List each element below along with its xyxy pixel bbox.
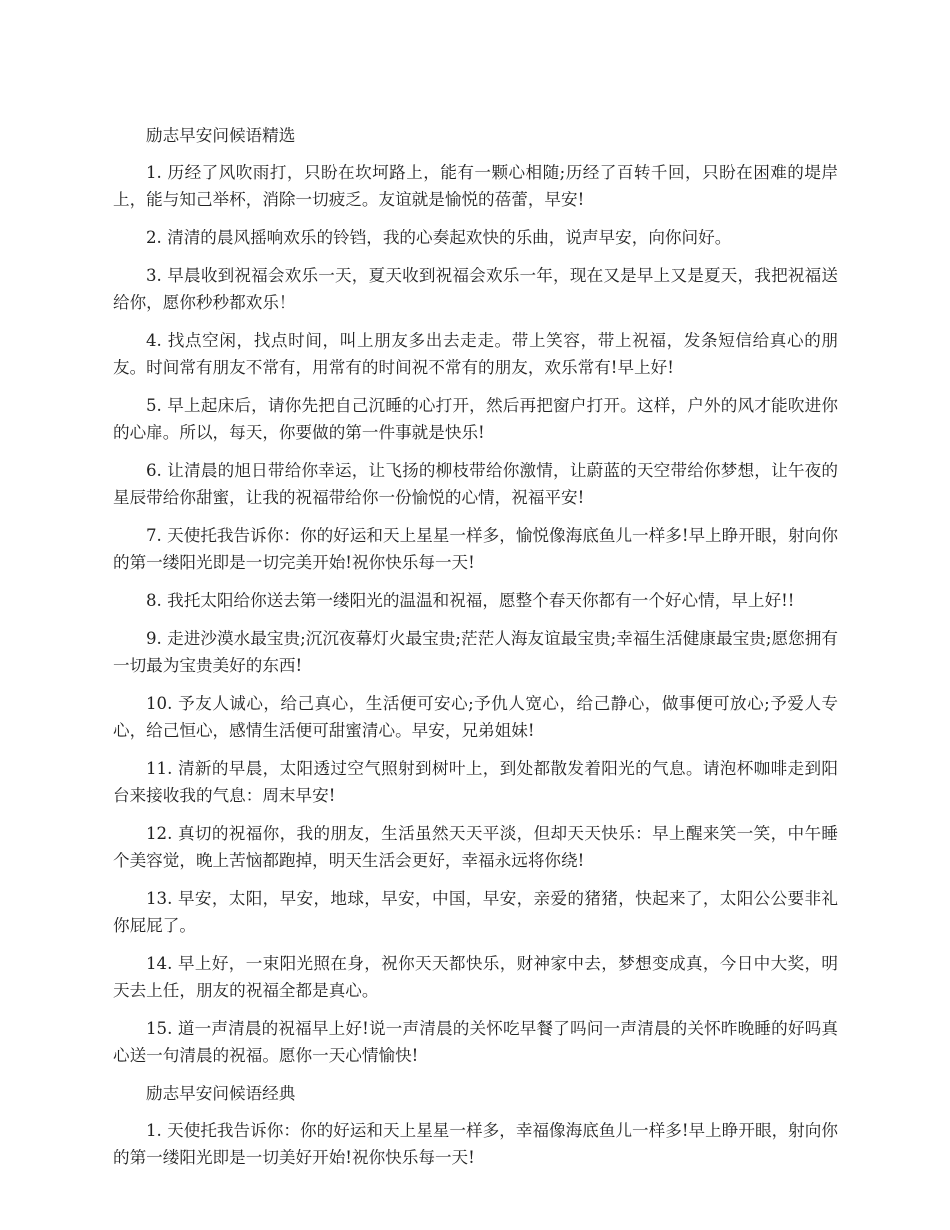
document-page — [113, 122, 838, 1182]
section-title-classic: 励志早安问候语经典 — [146, 1084, 296, 1103]
greeting-item: 4. 找点空闲，找点时间，叫上朋友多出去走走。带上笑容，带上祝福，发条短信给真心的朋友。时间常有朋友不常有，用常有的时间祝不常有的朋友，欢乐常有!早上好! — [113, 331, 838, 377]
section-title-selected: 励志早安问候语精选 — [146, 126, 296, 145]
greeting-item: 11. 清新的早晨，太阳透过空气照射到树叶上，到处都散发着阳光的气息。请泡杯咖啡走到阳台来接收我的气息：周末早安! — [113, 759, 838, 805]
greeting-item: 1. 历经了风吹雨打，只盼在坎坷路上，能有一颗心相随;历经了百转千回，只盼在困难的堤岸上，能与知己举杯，消除一切疲乏。友谊就是愉悦的蓓蕾，早安! — [113, 163, 838, 209]
greeting-item: 9. 走进沙漠水最宝贵;沉沉夜幕灯火最宝贵;茫茫人海友谊最宝贵;幸福生活健康最宝贵;愿您拥有一切最为宝贵美好的东西! — [113, 629, 838, 675]
greeting-item: 2. 清清的晨风摇响欢乐的铃铛，我的心奏起欢快的乐曲，说声早安，向你问好。 — [146, 228, 732, 247]
greeting-item: 7. 天使托我告诉你：你的好运和天上星星一样多，愉悦像海底鱼儿一样多!早上睁开眼，射向你的第一缕阳光即是一切完美开始!祝你快乐每一天! — [113, 526, 838, 572]
greeting-item: 12. 真切的祝福你，我的朋友，生活虽然天天平淡，但却天天快乐：早上醒来笑一笑，中午睡个美容觉，晚上苦恼都跑掉，明天生活会更好，幸福永远将你绕! — [113, 824, 838, 870]
greeting-item: 1. 天使托我告诉你：你的好运和天上星星一样多，幸福像海底鱼儿一样多!早上睁开眼，射向你的第一缕阳光即是一切美好开始!祝你快乐每一天! — [113, 1121, 838, 1167]
greeting-item: 15. 道一声清晨的祝福早上好!说一声清晨的关怀吃早餐了吗问一声清晨的关怀昨晚睡的好吗真心送一句清晨的祝福。愿你一天心情愉快! — [113, 1019, 838, 1065]
greeting-item: 3. 早晨收到祝福会欢乐一天，夏天收到祝福会欢乐一年，现在又是早上又是夏天，我把祝福送给你，愿你秒秒都欢乐！ — [113, 266, 838, 312]
greeting-item: 13. 早安，太阳，早安，地球，早安，中国，早安，亲爱的猪猪，快起来了，太阳公公要非礼你屁屁了。 — [113, 889, 838, 935]
greeting-item: 14. 早上好，一束阳光照在身，祝你天天都快乐，财神家中去，梦想变成真，今日中大奖，明天去上任，朋友的祝福全都是真心。 — [113, 954, 838, 1000]
greeting-item: 8. 我托太阳给你送去第一缕阳光的温温和祝福，愿整个春天你都有一个好心情，早上好!! — [146, 591, 795, 610]
greeting-item: 10. 予友人诚心，给己真心，生活便可安心;予仇人宽心，给己静心，做事便可放心;予爱人专心，给己恒心，感情生活便可甜蜜清心。早安，兄弟姐妹! — [113, 694, 838, 740]
greeting-item: 6. 让清晨的旭日带给你幸运，让飞扬的柳枝带给你激情，让蔚蓝的天空带给你梦想，让午夜的星辰带给你甜蜜，让我的祝福带给你一份愉悦的心情，祝福平安! — [113, 461, 838, 507]
greeting-item: 5. 早上起床后，请你先把自己沉睡的心打开，然后再把窗户打开。这样，户外的风才能吹进你的心扉。所以，每天，你要做的第一件事就是快乐! — [113, 396, 838, 442]
